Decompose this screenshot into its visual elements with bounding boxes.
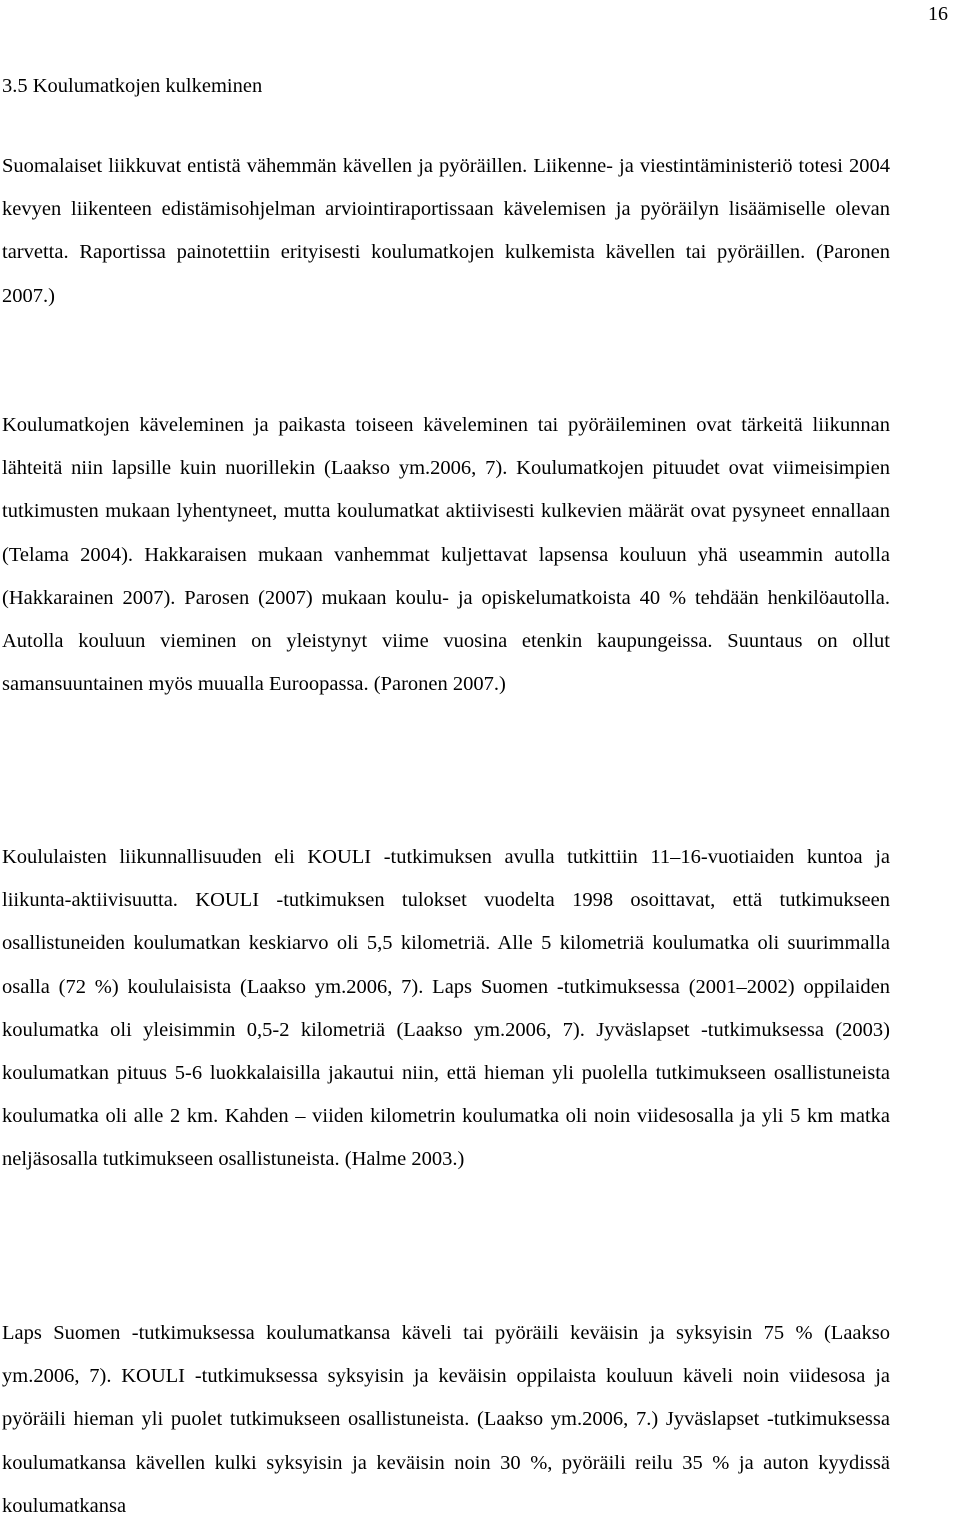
paragraph-1: Suomalaiset liikkuvat entistä vähemmän kävellen ja pyöräillen. Liikenne- ja viestintäministeriö totesi 2004 kevyen liikenteen edistämisohjelman arviointiraportissaan kävelemisen ja pyöräilyn lisäämiselle olevan tarvetta. Raportissa painotettiin erityisesti koulumatkojen kulkemista kävellen tai pyöräillen. (Paronen 2007.) bbox=[2, 155, 890, 307]
paragraph-3: Koululaisten liikunnallisuuden eli KOULI -tutkimuksen avulla tutkittiin 11–16-vuotiaiden kuntoa ja liikunta-aktiivisuutta. KOULI -tutkimuksen tulokset vuodelta 1998 osoittavat, että tutkimukseen osallistuneiden koulumatkan keskiarvo oli 5,5 kilometriä. Alle 5 kilometriä koulumatka oli suurimmalla osalla (72 %) koululaisista (Laakso ym.2006, 7). Laps Suomen -tutkimuksessa (2001–2002) oppilaiden koulumatka oli yleisimmin 0,5-2 kilometriä (Laakso ym.2006, 7). Jyväslapset -tutkimuksessa (2003) koulumatkan pituus 5-6 luokkalaisilla jakautui niin, että hieman yli puolella tutkimukseen osallistuneista koulumatka oli alle 2 km. Kahden – viiden kilometrin koulumatka oli noin viidesosalla ja yli 5 km matka neljäsosalla tutkimukseen osallistuneista. (Halme 2003.) bbox=[2, 846, 890, 1171]
section-heading: 3.5 Koulumatkojen kulkeminen bbox=[2, 75, 263, 97]
paragraph-2: Koulumatkojen käveleminen ja paikasta toiseen käveleminen tai pyöräileminen ovat tärkeitä liikunnan lähteitä niin lapsille kuin nuorillekin (Laakso ym.2006, 7). Koulumatkojen pituudet ovat viimeisimpien tutkimusten mukaan lyhentyneet, mutta koulumatkat aktiivisesti kulkevien määrät ovat pysyneet ennallaan (Telama 2004). Hakkaraisen mukaan vanhemmat kuljettavat lapsensa kouluun yhä useammin autolla (Hakkarainen 2007). Parosen (2007) mukaan koulu- ja opiskelumatkoista 40 % tehdään henkilöautolla. Autolla kouluun vieminen on yleistynyt viime vuosina etenkin kaupungeissa. Suuntaus on ollut samansuuntainen myös muualla Euroopassa. (Paronen 2007.) bbox=[2, 414, 890, 696]
page-number: 16 bbox=[928, 3, 948, 25]
paragraph-4: Laps Suomen -tutkimuksessa koulumatkansa käveli tai pyöräili keväisin ja syksyisin 75 % (Laakso ym.2006, 7). KOULI -tutkimuksessa syksyisin ja keväisin oppilaista kouluun käveli noin viidesosa ja pyöräili hieman yli puolet tutkimukseen osallistuneista. (Laakso ym.2006, 7.) Jyväslapset -tutkimuksessa koulumatkansa kävellen kulki syksyisin ja keväisin noin 30 %, pyöräili reilu 35 % ja auton kyydissä koulumatkansa bbox=[2, 1322, 890, 1517]
